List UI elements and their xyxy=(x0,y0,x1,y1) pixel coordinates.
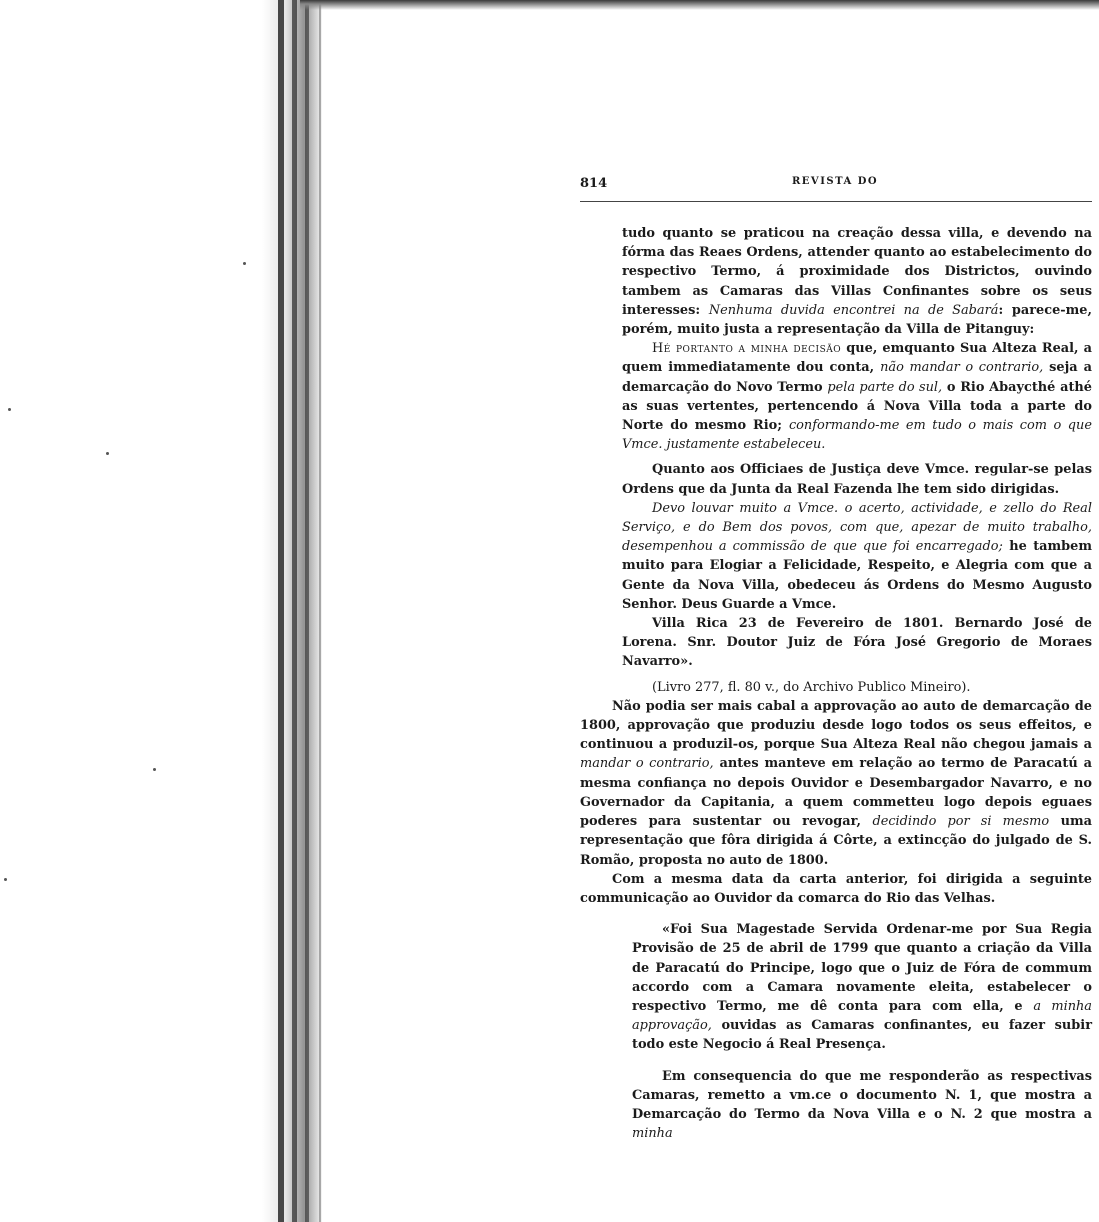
scan-speck xyxy=(243,262,246,265)
paragraph: Quanto aos Officiaes de Justiça deve Vmce. regular-se pelas Ordens que da Junta da Real Fazenda lhe tem sido dirigidas. xyxy=(622,462,1092,497)
paragraph: «Foi Sua Magestade Servida Ordenar-me por Sua Regia Provisão de 25 de abril de 1799 que quanto a criação da Villa de Paracatú do Principe, logo que o Juiz de Fóra de commum accordo com a Camara novamente eleita, estabelecer o respectivo Termo, me dê conta para com ella, e a minha approvação, ouvidas as Camaras confinantes, eu fazer subir todo este Negocio á Real Presença. xyxy=(632,922,1092,1053)
paragraph: Não podia ser mais cabal a approvação ao auto de demarcação de 1800, approvação que produziu desde logo todos os seus effeitos, e continuou a produzil-os, porque Sua Alteza Real não chegou jamais a mandar o contrario, antes manteve em relação ao termo de Paracatú a mesma confiança no depois Ouvidor e Desembargador Navarro, e no Governador da Capitania, a quem commetteu logo depois eguaes poderes para sustentar ou revogar, decidindo por si mesmo uma representação que fôra dirigida á Côrte, a extincção do julgado de S. Romão, proposta no auto de 1800. xyxy=(580,698,1093,868)
citation: (Livro 277, fl. 80 v., do Archivo Publico Mineiro). xyxy=(652,679,971,695)
paragraph: Em consequencia do que me responderão as respectivas Camaras, remetto a vm.ce o documento N. 1, que mostra a Demarcação do Termo da Nova Villa e o N. 2 que mostra a minha xyxy=(632,1068,1092,1142)
scan-speck xyxy=(8,408,11,411)
paragraph: Hé portanto a minha decisão que, emquanto Sua Alteza Real, a quem immediatamente dou conta, não mandar o contrario, seja a demarcação do Novo Termo pela parte do sul, o Rio Abaycthé athé as suas vertentes, pertencendo á Nova Villa toda a parte do Norte do mesmo Rio; conformando-me em tudo o mais com o que Vmce. justamente estabeleceu. xyxy=(622,341,1092,453)
page-number: 814 xyxy=(580,176,608,191)
quoted-letter xyxy=(580,920,1092,1143)
paragraph: tudo quanto se praticou na creação dessa villa, e devendo na fórma das Reaes Ordens, attender quanto ao estabelecimento do respectivo Termo, á proximidade dos Districtos, ouvindo tambem as Camaras das Villas Confinantes sobre os seus interesses: Nenhuma duvida encontrei na de Sabará: parece-me, porém, muito justa a representação da Villa de Pitanguy: xyxy=(622,226,1092,338)
scan-speck xyxy=(106,452,109,455)
binding-line xyxy=(319,0,321,1222)
scan-speck xyxy=(153,768,156,771)
header-rule xyxy=(580,201,1092,202)
scan-speck xyxy=(4,878,7,881)
running-head: REVISTA DO xyxy=(792,176,879,187)
paragraph: Villa Rica 23 de Fevereiro de 1801. Bernardo José de Lorena. Snr. Doutor Juiz de Fóra José Gregorio de Moraes Navarro». xyxy=(622,616,1092,670)
commentary xyxy=(580,697,1092,908)
page-top-edge xyxy=(300,0,1099,10)
paragraph: Devo louvar muito a Vmce. o acerto, actividade, e zello do Real Serviço, e do Bem dos povos, com que, apezar de muito trabalho, desempenhou a commissão de que que foi encarregado; he tambem muito para Elogiar a Felicidade, Respeito, e Alegria com que a Gente da Nova Villa, obedeceu ás Ordens do Mesmo Augusto Senhor. Deus Guarde a Vmce. xyxy=(622,500,1092,612)
letter-continuation xyxy=(580,224,1092,697)
binding-line xyxy=(278,0,284,1222)
page-header xyxy=(580,176,1092,198)
binding-line xyxy=(305,0,309,1222)
book-page xyxy=(580,176,1092,1143)
page-body xyxy=(580,224,1092,1143)
binding-line xyxy=(292,0,297,1222)
paragraph: Com a mesma data da carta anterior, foi dirigida a seguinte communicação ao Ouvidor da comarca do Rio das Velhas. xyxy=(580,871,1092,906)
